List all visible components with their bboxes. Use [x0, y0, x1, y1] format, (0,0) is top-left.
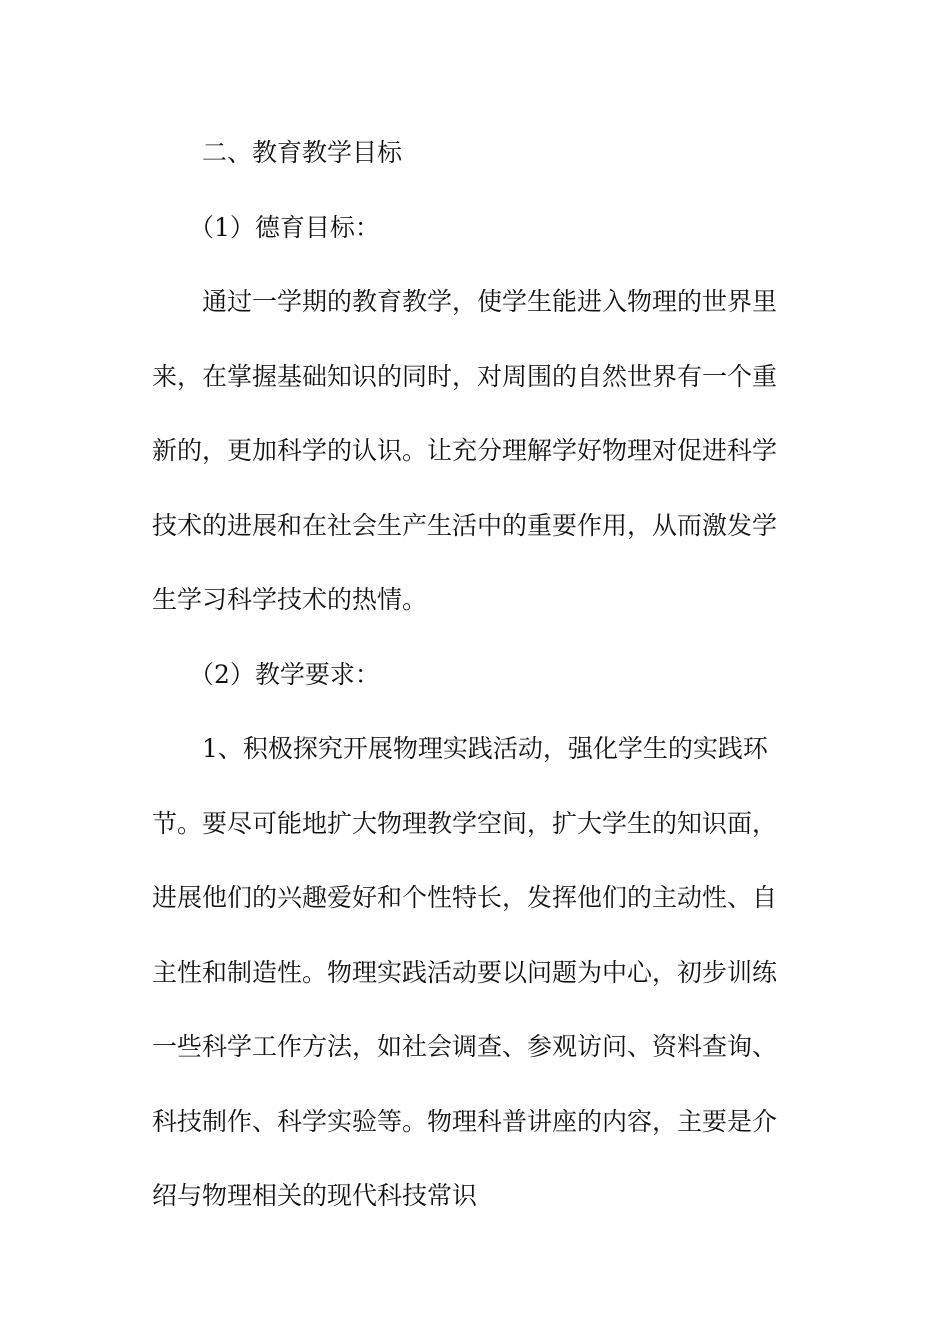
subsection-title-moral-goals: （1）德育目标：: [189, 212, 380, 242]
subsection-title-teaching-requirements: （2）教学要求：: [189, 659, 380, 689]
paragraph-line: 生学习科学技术的热情。: [152, 585, 428, 614]
paragraph-line: 一些科学工作方法，如社会调查、参观访问、资料查询、: [152, 1032, 778, 1061]
paragraph-line: 1、积极探究开展物理实践活动，强化学生的实践环: [202, 734, 768, 763]
paragraph-line: 科技制作、科学实验等。物理科普讲座的内容，主要是介: [152, 1106, 778, 1136]
document-body: [152, 116, 792, 1234]
paragraph-line: 节。要尽可能地扩大物理教学空间，扩大学生的知识面，: [152, 808, 778, 838]
paragraph-line: 绍与物理相关的现代科技常识: [152, 1181, 478, 1210]
section-heading: 二、教育教学目标: [202, 138, 403, 167]
paragraph-line: 新的，更加科学的认识。让充分理解学好物理对促进科学: [152, 436, 778, 465]
paragraph-line: 技术的进展和在社会生产生活中的重要作用，从而激发学: [152, 510, 778, 540]
paragraph-line: 进展他们的兴趣爱好和个性特长，发挥他们的主动性、自: [152, 883, 778, 912]
paragraph-line: 来，在掌握基础知识的同时，对周围的自然世界有一个重: [152, 361, 778, 391]
paragraph-line: 通过一学期的教育教学，使学生能进入物理的世界里: [202, 287, 778, 316]
paragraph-line: 主性和制造性。物理实践活动要以问题为中心，初步训练: [152, 957, 778, 987]
